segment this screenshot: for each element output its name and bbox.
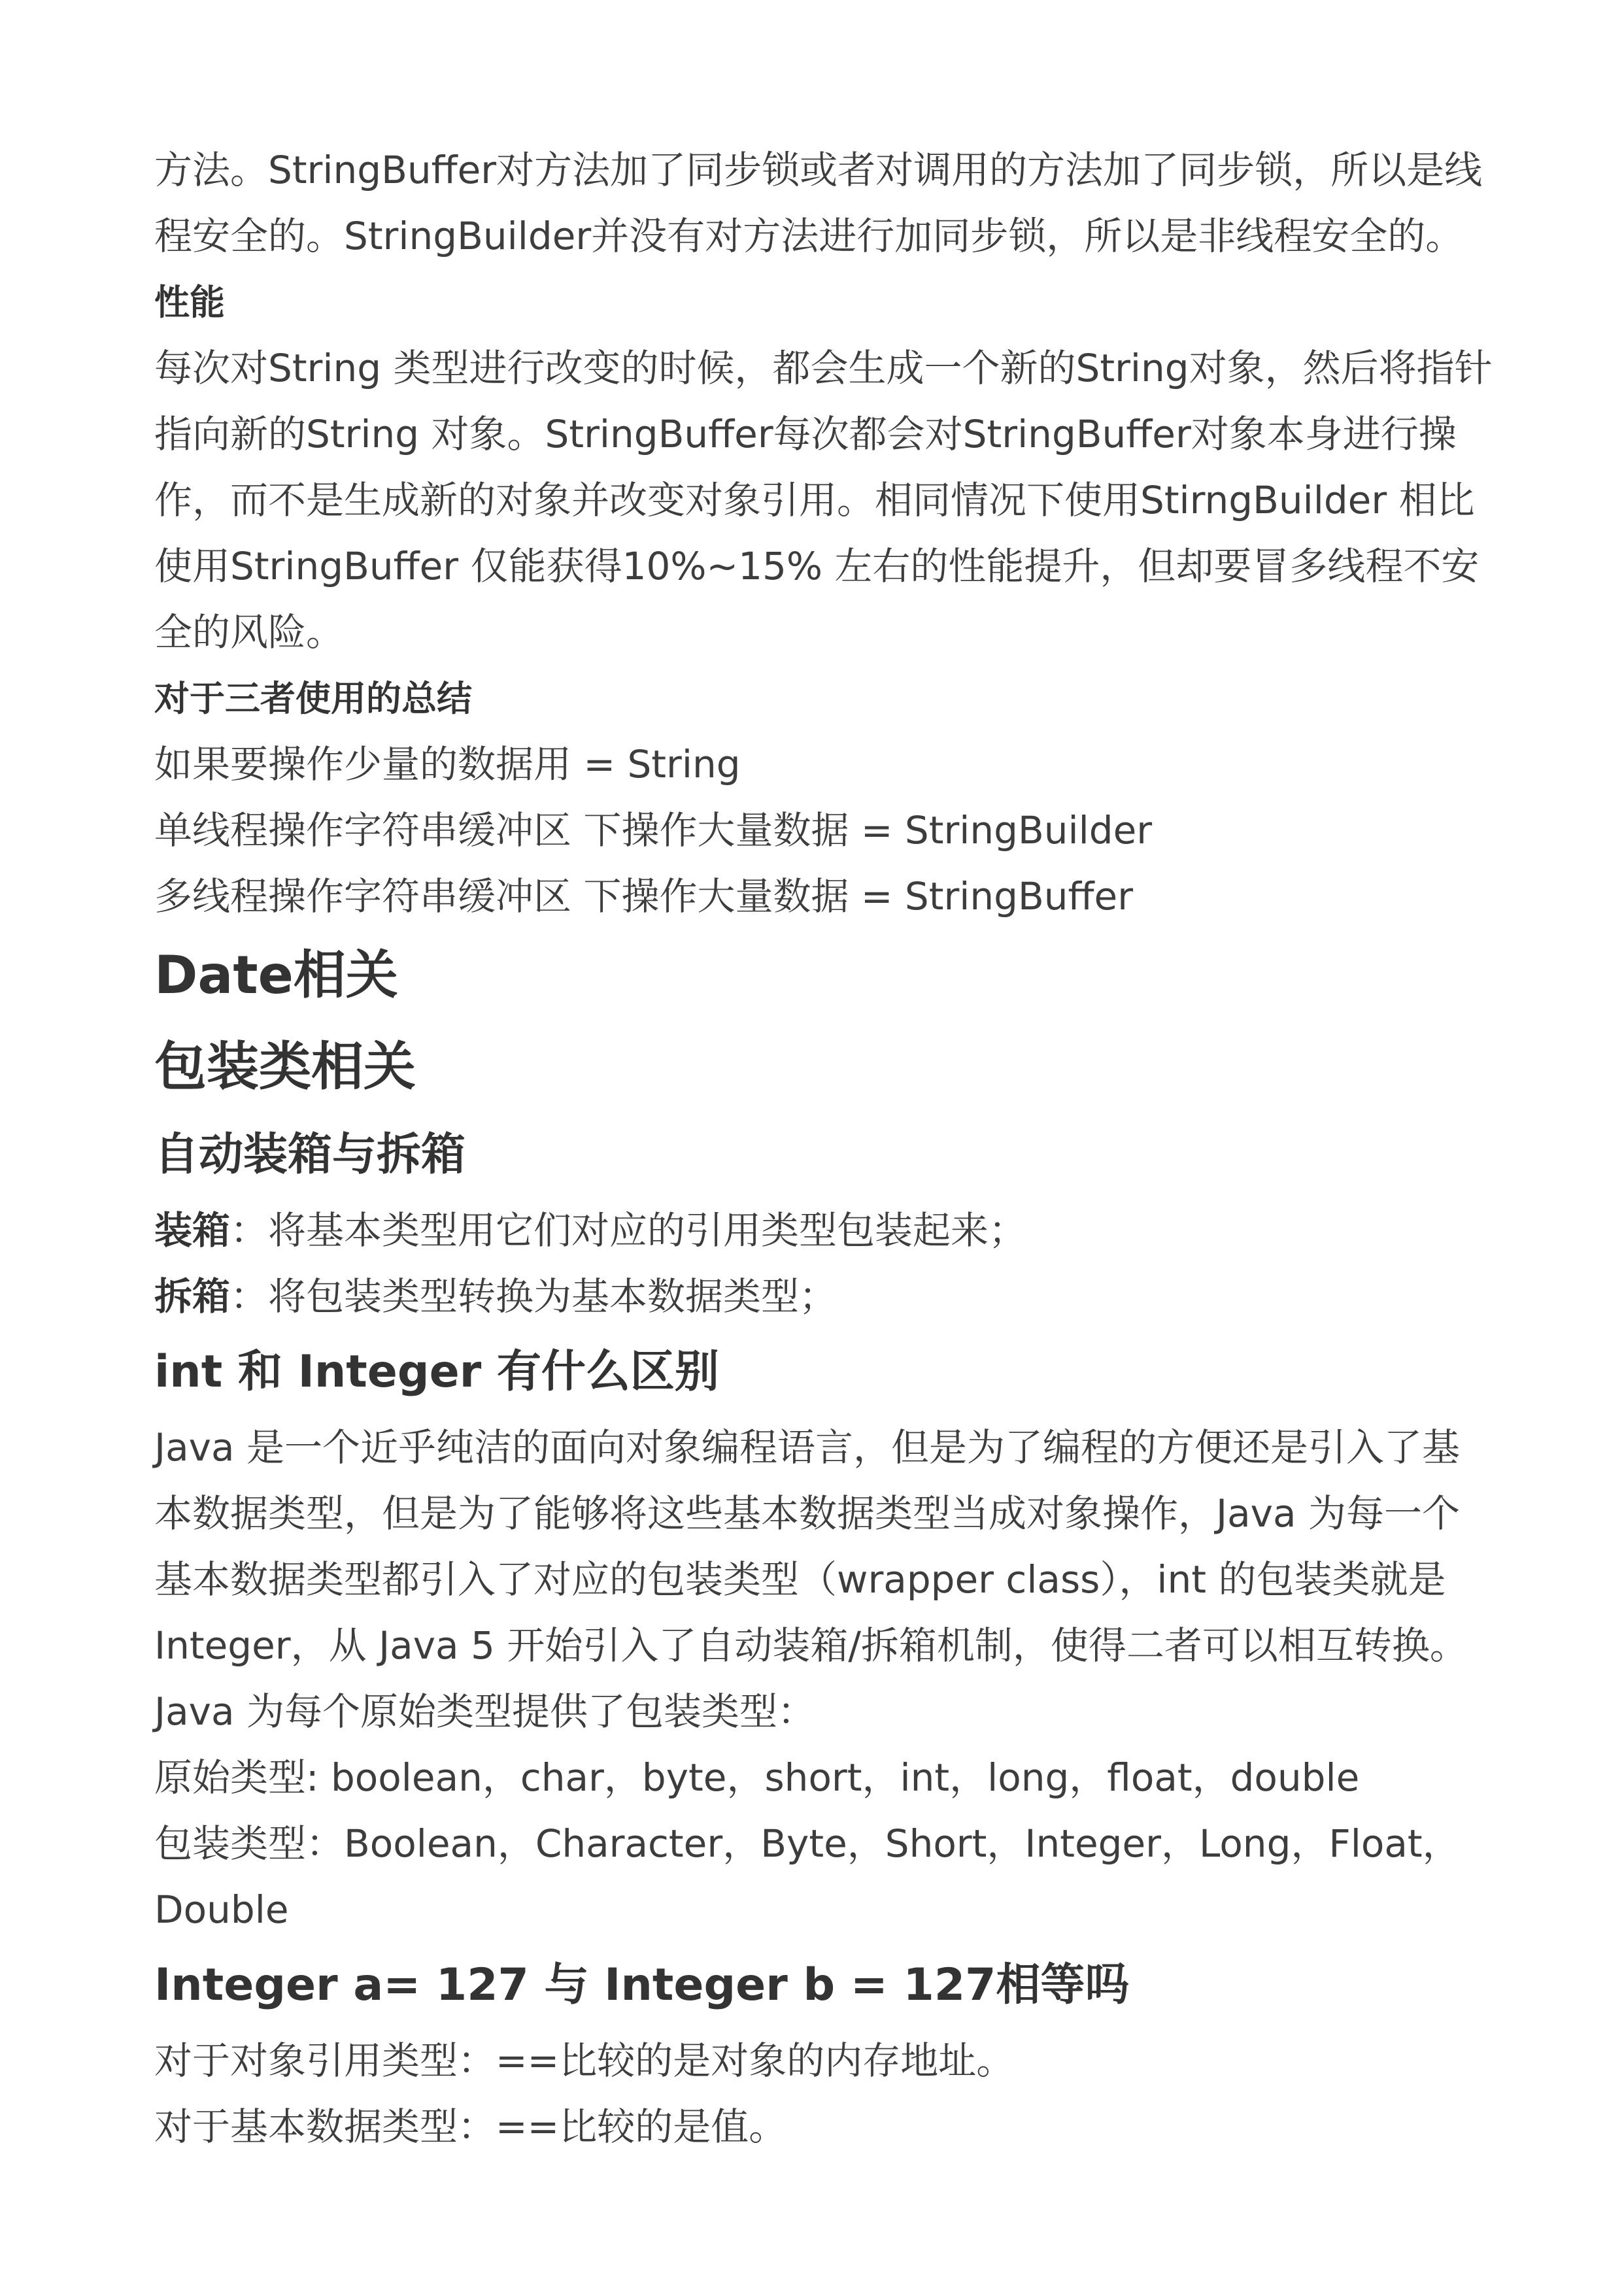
text-line: 包装类型：Boolean，Character，Byte，Short，Integer，Long，Float， <box>154 1821 1461 1866</box>
text-line: 单线程操作字符串缓冲区 下操作大量数据 = StringBuilder <box>154 808 1153 852</box>
boxing-definition <box>154 1198 1501 1264</box>
unboxing-text: ：将包装类型转换为基本数据类型； <box>230 1274 837 1319</box>
heading-wrapper-classes: 包装类相关 <box>154 1036 416 1097</box>
document-content <box>154 137 1501 2160</box>
section-label-summary: 对于三者使用的总结 <box>154 678 472 719</box>
text-line: 原始类型: boolean，char，byte，short，int，long，float，double <box>154 1755 1360 1800</box>
text-line: 全的风险。 <box>154 610 345 654</box>
text-line: 对于对象引用类型：==比较的是对象的内存地址。 <box>154 2038 1015 2083</box>
text-line: Java 是一个近乎纯洁的面向对象编程语言，但是为了编程的方便还是引入了基 <box>154 1425 1460 1470</box>
boxing-term: 装箱 <box>154 1208 231 1253</box>
text-line: 方法。StringBuffer对方法加了同步锁或者对调用的方法加了同步锁，所以是线 <box>154 148 1483 192</box>
text-line: 基本数据类型都引入了对应的包装类型（wrapper class），int 的包装类就是 <box>154 1557 1446 1602</box>
text-line: 程安全的。StringBuilder并没有对方法进行加同步锁，所以是非线程安全的。 <box>154 214 1464 258</box>
heading-int-vs-integer: int 和 Integer 有什么区别 <box>154 1346 719 1398</box>
heading-date: Date相关 <box>154 945 398 1005</box>
unboxing-definition <box>154 1264 1501 1330</box>
heading-integer-equality: Integer a= 127 与 Integer b = 127相等吗 <box>154 1959 1130 2011</box>
section-label-performance: 性能 <box>154 282 225 323</box>
text-line: 每次对String 类型进行改变的时候，都会生成一个新的String对象，然后将指针 <box>154 346 1493 390</box>
text-line: 多线程操作字符串缓冲区 下操作大量数据 = StringBuffer <box>154 874 1134 919</box>
text-line: Double <box>154 1887 289 1932</box>
heading-autoboxing: 自动装箱与拆箱 <box>154 1129 466 1181</box>
text-line: 本数据类型，但是为了能够将这些基本数据类型当成对象操作，Java 为每一个 <box>154 1491 1460 1536</box>
text-line: 对于基本数据类型：==比较的是值。 <box>154 2104 787 2149</box>
text-line: 使用StringBuffer 仅能获得10%~15% 左右的性能提升，但却要冒多线程不安 <box>154 544 1480 588</box>
boxing-text: ：将基本类型用它们对应的引用类型包装起来； <box>230 1208 1027 1253</box>
text-line: Integer，从 Java 5 开始引入了自动装箱/拆箱机制，使得二者可以相互转换。 <box>154 1623 1468 1668</box>
text-line: Java 为每个原始类型提供了包装类型： <box>154 1689 815 1734</box>
text-line: 如果要操作少量的数据用 = String <box>154 742 741 786</box>
text-line: 指向新的String 对象。StringBuffer每次都会对StringBuffer对象本身进行操 <box>154 412 1457 456</box>
unboxing-term: 拆箱 <box>154 1274 231 1319</box>
text-line: 作，而不是生成新的对象并改变对象引用。相同情况下使用StirngBuilder 相比 <box>154 478 1475 522</box>
